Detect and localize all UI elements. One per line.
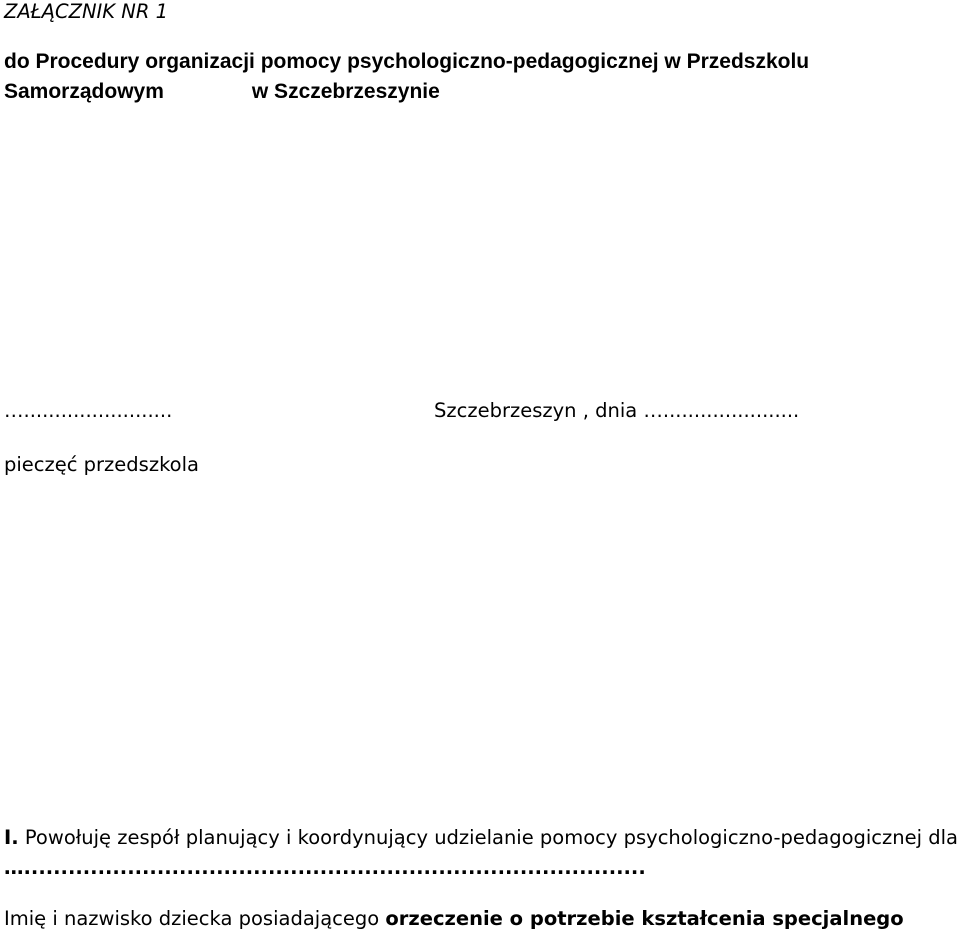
child-info-line (4, 907, 904, 931)
place-and-date: Szczebrzeszyn , dnia …...................... (434, 399, 800, 422)
annex-label: ZAŁĄCZNIK NR 1 (4, 0, 169, 23)
procedure-title-line1: do Procedury organizacji pomocy psychologiczno-pedagogicznej w Przedszkolu (4, 50, 810, 73)
procedure-title-institution: Samorządowym (4, 80, 164, 103)
procedure-title-line2 (4, 80, 440, 104)
appointment-number: I. (4, 826, 19, 849)
procedure-title-location: w Szczebrzeszynie (251, 80, 440, 103)
child-info-prefix: Imię i nazwisko dziecka posiadającego (4, 907, 386, 930)
stamp-caption: pieczęć przedszkola (4, 453, 199, 476)
appointment-paragraph (4, 826, 958, 850)
child-info-bold: orzeczenie o potrzebie kształcenia specjalnego (385, 907, 904, 930)
appointment-dots: ….................................................................................... (4, 856, 646, 879)
appointment-text: Powołuję zespół planujący i koordynujący udzielanie pomocy psychologiczno-pedagogicznej dla (18, 826, 958, 849)
stamp-placeholder-dots: …........................ (4, 399, 173, 422)
